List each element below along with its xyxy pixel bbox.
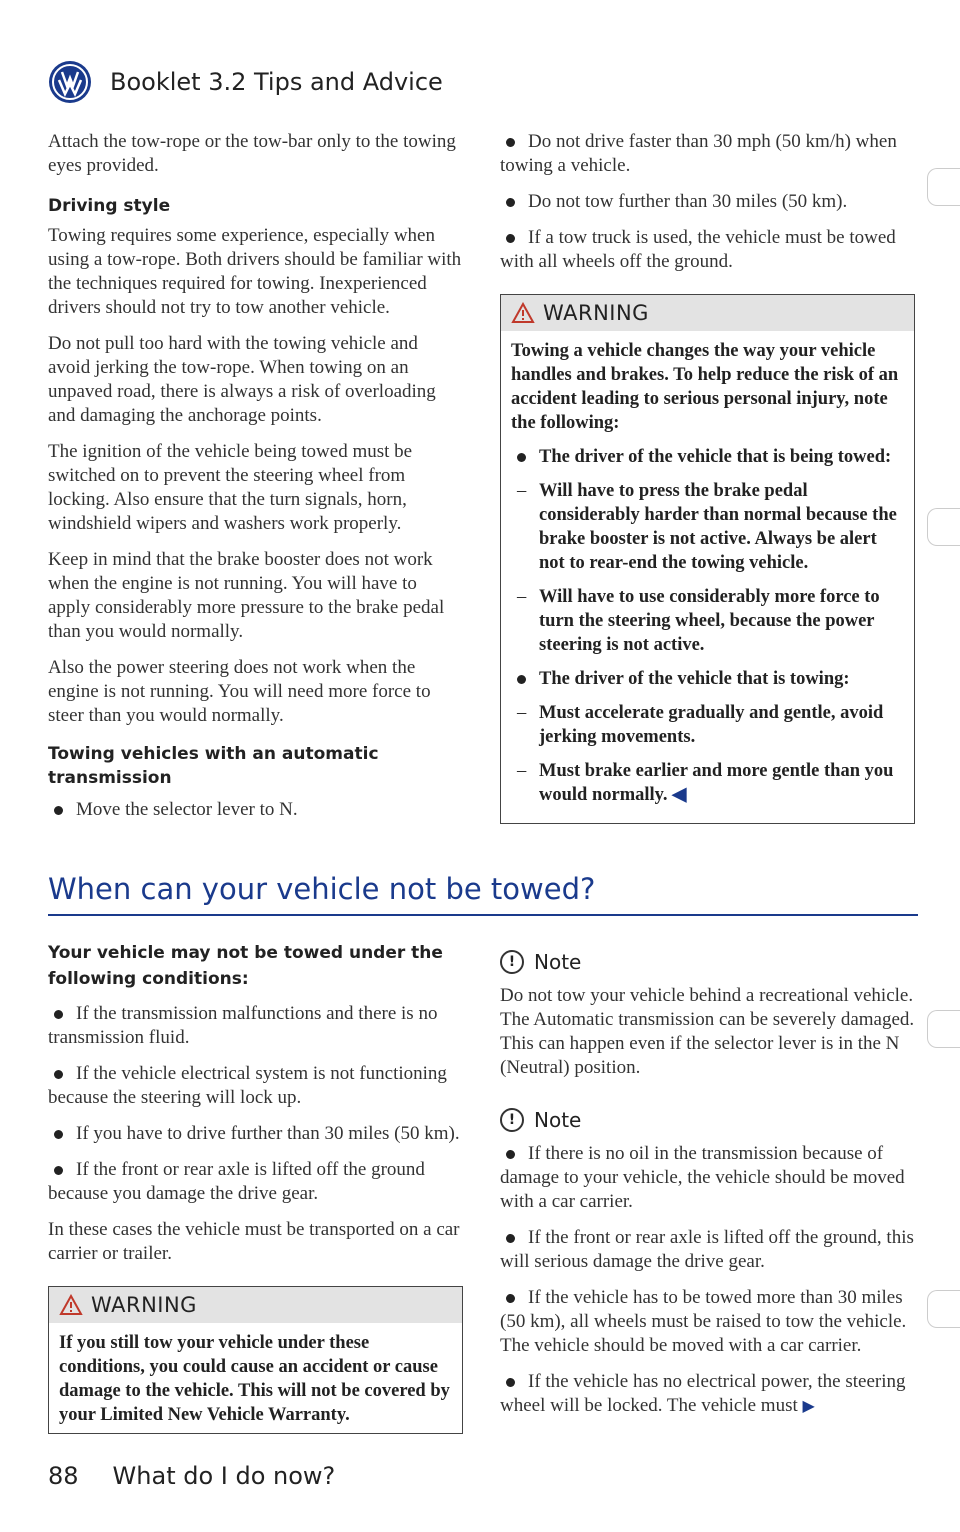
list-item: If the front or rear axle is lifted off the ground because you damage the drive gear. xyxy=(48,1158,463,1206)
list-item: If the front or rear axle is lifted off the ground, this will serious damage the drive gear. xyxy=(500,1227,914,1272)
bottom-right-column xyxy=(500,950,915,1431)
conditions-heading: Your vehicle may not be towed under the following conditions: xyxy=(48,943,443,989)
note-header xyxy=(500,1108,915,1132)
list-item: If the vehicle electrical system is not functioning because the steering will lock up. xyxy=(48,1062,463,1110)
list-item: Do not tow further than 30 miles (50 km). xyxy=(500,190,915,214)
edge-tab xyxy=(927,168,960,206)
warning-body xyxy=(49,1323,462,1433)
page-title: Booklet 3.2 Tips and Advice xyxy=(110,68,443,96)
warning-header xyxy=(501,295,914,331)
note-label: Note xyxy=(534,1108,582,1132)
transport-paragraph: In these cases the vehicle must be transported on a car carrier or trailer. xyxy=(48,1219,460,1264)
list-item: If there is no oil in the transmission because of damage to your vehicle, the vehicle should be moved with a car carrier. xyxy=(500,1142,915,1214)
warning-intro: Towing a vehicle changes the way your vehicle handles and brakes. To help reduce the risk of an accident leading to serious personal injury, note the following: xyxy=(511,341,899,433)
warning-label: WARNING xyxy=(543,301,649,325)
edge-tab xyxy=(927,508,960,546)
info-icon: ! xyxy=(500,950,524,974)
warning-triangle-icon xyxy=(59,1294,83,1316)
list-item: – Will have to press the brake pedal considerably harder than normal because the brake booster is not active. Always be alert not to rear-end the towing vehicle. xyxy=(511,479,904,575)
list-item: If the vehicle has to be towed more than 30 miles (50 km), all wheels must be raised to tow the vehicle. The vehicle should be moved with a car carrier. xyxy=(500,1286,915,1358)
paragraph-5: Also the power steering does not work when the engine is not running. You will need more force to steer than you would normally. xyxy=(48,657,431,726)
list-item xyxy=(500,1370,915,1419)
warning-box xyxy=(500,294,915,824)
paragraph-3: The ignition of the vehicle being towed must be switched on to prevent the steering wheel from locking. Also ensure that the turn signals, horn, windshield wipers and washers work properly. xyxy=(48,441,413,534)
left-column xyxy=(48,130,463,834)
section-title: When can your vehicle not be towed? xyxy=(48,872,596,906)
note-header xyxy=(500,950,915,974)
list-item xyxy=(511,759,904,807)
section-heading xyxy=(48,872,918,916)
page-number: 88 xyxy=(48,1462,79,1490)
list-item: If the transmission malfunctions and there is no transmission fluid. xyxy=(48,1002,463,1050)
info-icon: ! xyxy=(500,1108,524,1132)
edge-tab xyxy=(927,1290,960,1328)
continue-arrow-icon: ▶ xyxy=(802,1398,815,1415)
note-text: Do not tow your vehicle behind a recreational vehicle. The Automatic transmission can be severely damaged. This can happen even if the selector lever is in the N (Neutral) position. xyxy=(500,985,915,1078)
warning-box xyxy=(48,1286,463,1434)
list-item: – Must accelerate gradually and gentle, avoid jerking movements. xyxy=(511,701,904,749)
paragraph-1: Towing requires some experience, especially when using a tow-rope. Both drivers should be familiar with the techniques required for towing. Inexperienced drivers should not try to tow another vehicle. xyxy=(48,225,462,318)
warning-label: WARNING xyxy=(91,1293,197,1317)
list-item: If a tow truck is used, the vehicle must be towed with all wheels off the ground. xyxy=(500,226,915,274)
automatic-transmission-heading: Towing vehicles with an automatic transmission xyxy=(48,744,379,788)
list-item: Move the selector lever to N. xyxy=(48,798,463,822)
page-footer xyxy=(48,1462,335,1490)
warning-header xyxy=(49,1287,462,1323)
paragraph-2: Do not pull too hard with the towing vehicle and avoid jerking the tow-rope. When towing on an unpaved road, there is always a risk of overloading and damaging the anchorage points. xyxy=(48,333,436,426)
note-label: Note xyxy=(534,950,582,974)
section-divider xyxy=(48,914,918,916)
end-marker-icon: ◀ xyxy=(672,785,687,805)
chapter-title: What do I do now? xyxy=(112,1462,336,1490)
page-header xyxy=(48,60,443,104)
paragraph-4: Keep in mind that the brake booster does not work when the engine is not running. You will have to apply considerably more pressure to the brake pedal than you would normally. xyxy=(48,549,445,642)
warning-text: If you still tow your vehicle under these conditions, you could cause an accident or cause damage to the vehicle. This will not be covered by your Limited New Vehicle Warranty. xyxy=(59,1333,450,1425)
warning-body xyxy=(501,331,914,823)
bottom-left-column xyxy=(48,940,463,1434)
warning-triangle-icon xyxy=(511,302,535,324)
last-note-item: If the vehicle has no electrical power, the steering wheel will be locked. The vehicle must xyxy=(500,1371,906,1416)
edge-tab xyxy=(927,1010,960,1048)
right-column xyxy=(500,130,915,824)
warning-last-item: Must brake earlier and more gentle than you would normally. xyxy=(539,761,894,805)
driving-style-heading: Driving style xyxy=(48,196,171,216)
list-item: The driver of the vehicle that is towing: xyxy=(511,667,904,691)
list-item: Do not drive faster than 30 mph (50 km/h) when towing a vehicle. xyxy=(500,130,915,178)
list-item: If you have to drive further than 30 miles (50 km). xyxy=(48,1122,463,1146)
list-item: – Will have to use considerably more force to turn the steering wheel, because the power steering is not active. xyxy=(511,585,904,657)
vw-logo-icon xyxy=(48,60,92,104)
intro-paragraph: Attach the tow-rope or the tow-bar only to the towing eyes provided. xyxy=(48,131,456,176)
list-item: The driver of the vehicle that is being towed: xyxy=(511,445,904,469)
